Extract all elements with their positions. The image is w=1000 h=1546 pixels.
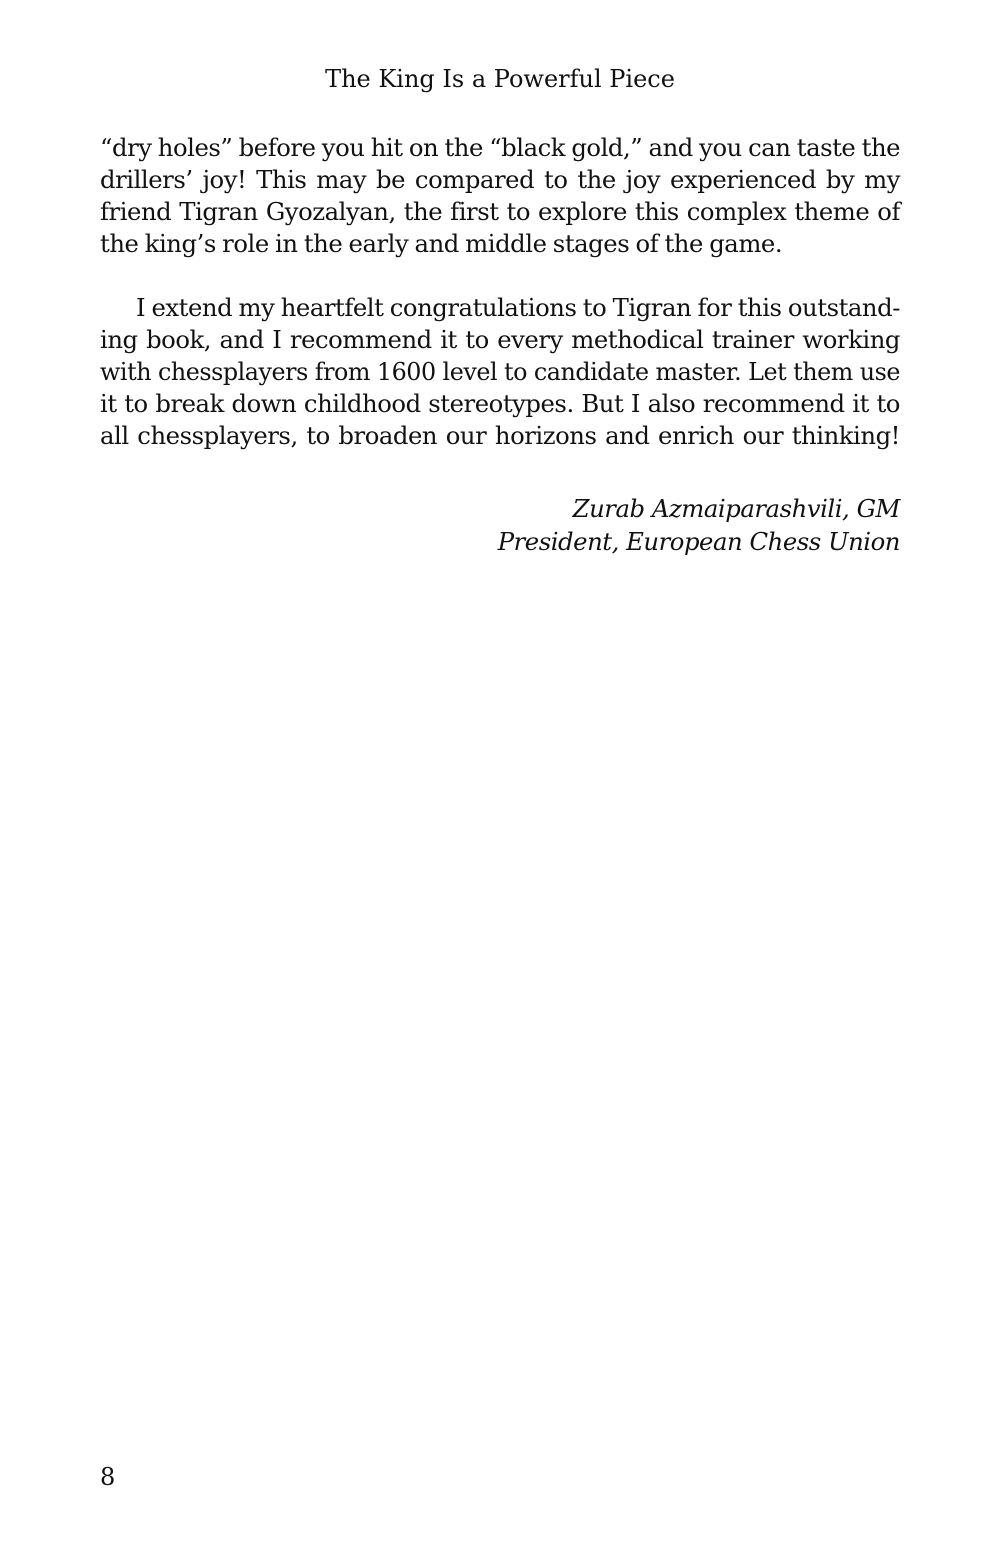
page-number: 8 [100,1463,116,1491]
signature-title: President, European Chess Union [497,527,900,556]
signature-name: Zurab Azmaiparashvili, GM [572,494,900,523]
text-line: all chessplayers, to broaden our horizons and enrich our thinking! [100,421,900,450]
text-line: I extend my heartfelt congratulations to Tigran for this outstand- [136,293,900,322]
text-line: the king’s role in the early and middle stages of the game. [100,229,783,258]
signature-block [300,492,900,558]
text-line: it to break down childhood stereotypes. But I also recommend it to [100,389,900,418]
paragraph-gap [100,260,900,292]
text-line: “dry holes” before you hit on the “black gold,” and you can taste the [100,133,901,162]
running-head: The King Is a Powerful Piece [325,65,675,93]
body-text [100,132,900,452]
text-line: with chessplayers from 1600 level to candidate master. Let them use [100,358,900,386]
text-line: ing book, and I recommend it to every methodical trainer working [100,325,900,354]
paragraph-congratulations [100,292,900,452]
text-line: drillers’ joy! This may be compared to the joy experienced by my [100,165,900,194]
paragraph-continued [100,132,900,260]
text-line: friend Tigran Gyozalyan, the first to explore this complex theme of [100,197,900,226]
